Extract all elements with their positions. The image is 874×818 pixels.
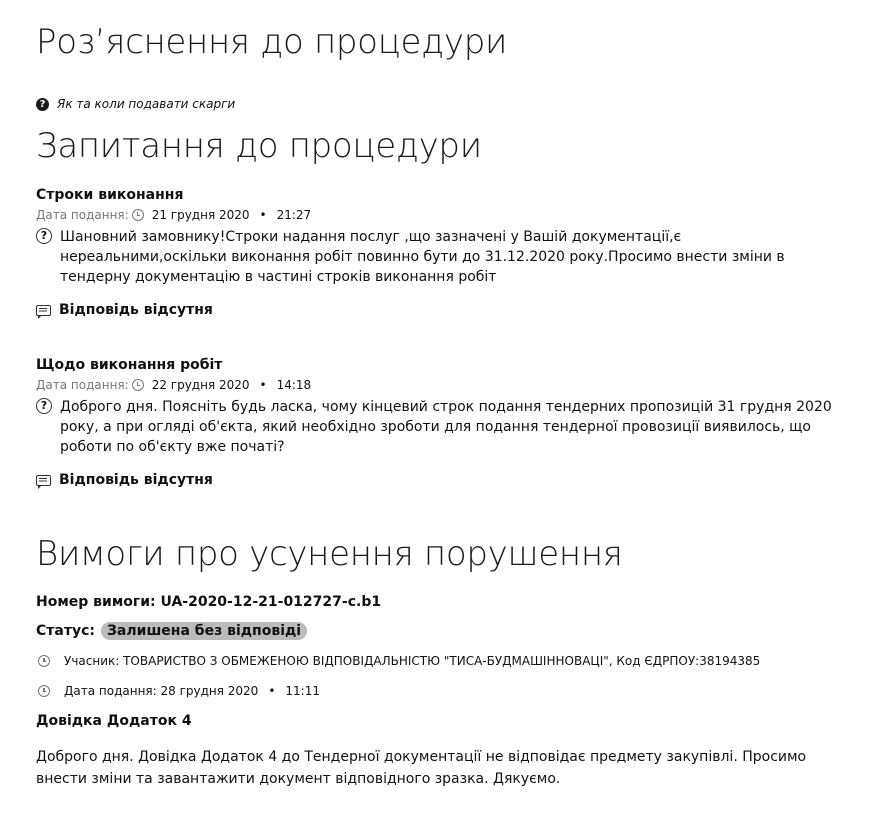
claim-date-text: Дата подання: 28 грудня 2020 [64, 684, 259, 698]
question-meta [36, 378, 311, 392]
message-icon [36, 475, 51, 486]
question-date: 21 грудня 2020 [151, 208, 250, 222]
question-meta [36, 208, 311, 222]
date-label: Дата подання: [36, 208, 129, 222]
question-time: 14:18 [276, 378, 312, 392]
claim-subject: Довідка Додаток 4 [36, 713, 192, 729]
separator-dot: • [259, 378, 267, 392]
question-title: Щодо виконання робіт [36, 357, 223, 373]
question-outline-icon: ? [36, 398, 52, 414]
status-badge: Залишена без відповіді [101, 622, 307, 640]
questions-section-title: Запитання до процедури [36, 126, 482, 166]
date-label: Дата подання: [36, 378, 129, 392]
separator-dot: • [259, 208, 267, 222]
clock-icon [38, 685, 50, 697]
question-text: Шановний замовнику!Строки надання послуг ,що зазначені у Вашій документації,є нереальними,оскільки виконання робіт повинно бути до 31.12.2020 року.Просимо внести зміни в тендерну документацію в частині строків виконання робіт [60, 229, 785, 285]
answer-label: Відповідь відсутня [59, 472, 213, 488]
claim-number-label: Номер вимоги: [36, 594, 156, 610]
question-text: Доброго дня. Поясніть будь ласка, чому кінцевий строк подання тендерних пропозицій 31 грудня 2020 року, а при огляді об'єкта, який необхідно зроботи для подання тендерної провозиції виявилось, що роботи по об'єкту вже початі? [60, 399, 832, 455]
claim-status [36, 623, 307, 639]
question-circle-icon: ? [36, 98, 49, 111]
question-body [36, 227, 836, 287]
claim-date [36, 684, 320, 698]
participant-text: Учасник: ТОВАРИСТВО З ОБМЕЖЕНОЮ ВІДПОВІДАЛЬНІСТЮ "ТИСА-БУДМАШІННОВАЦІ", Код ЄДРПОУ:38194385 [64, 654, 761, 668]
question-title: Строки виконання [36, 187, 184, 203]
complaint-link-label[interactable]: Як та коли подавати скарги [57, 97, 236, 111]
question-outline-icon: ? [36, 228, 52, 244]
answer-status [36, 302, 213, 318]
claim-time: 11:11 [285, 684, 320, 698]
claim-text: Доброго дня. Довідка Додаток 4 до Тендерної документації не відповідає предмету закупівлі. Просимо внести зміни та завантажити документ відповідного зразка. Дякуємо. [36, 749, 807, 787]
question-body [36, 397, 851, 457]
message-icon [36, 305, 51, 316]
question-date: 22 грудня 2020 [151, 378, 250, 392]
claim-number-value: UA-2020-12-21-012727-c.b1 [160, 594, 382, 610]
clock-icon [132, 209, 144, 221]
claims-section-title: Вимоги про усунення порушення [36, 534, 623, 574]
page-title: Роз’яснення до процедури [36, 22, 508, 62]
question-time: 21:27 [276, 208, 312, 222]
clock-icon [38, 655, 50, 667]
claim-number [36, 594, 381, 610]
complaint-link[interactable] [36, 97, 235, 111]
answer-label: Відповідь відсутня [59, 302, 213, 318]
separator-dot: • [268, 684, 276, 698]
claim-status-label: Статус: [36, 623, 95, 639]
clock-icon [132, 379, 144, 391]
claim-participant [36, 654, 760, 668]
answer-status [36, 472, 213, 488]
